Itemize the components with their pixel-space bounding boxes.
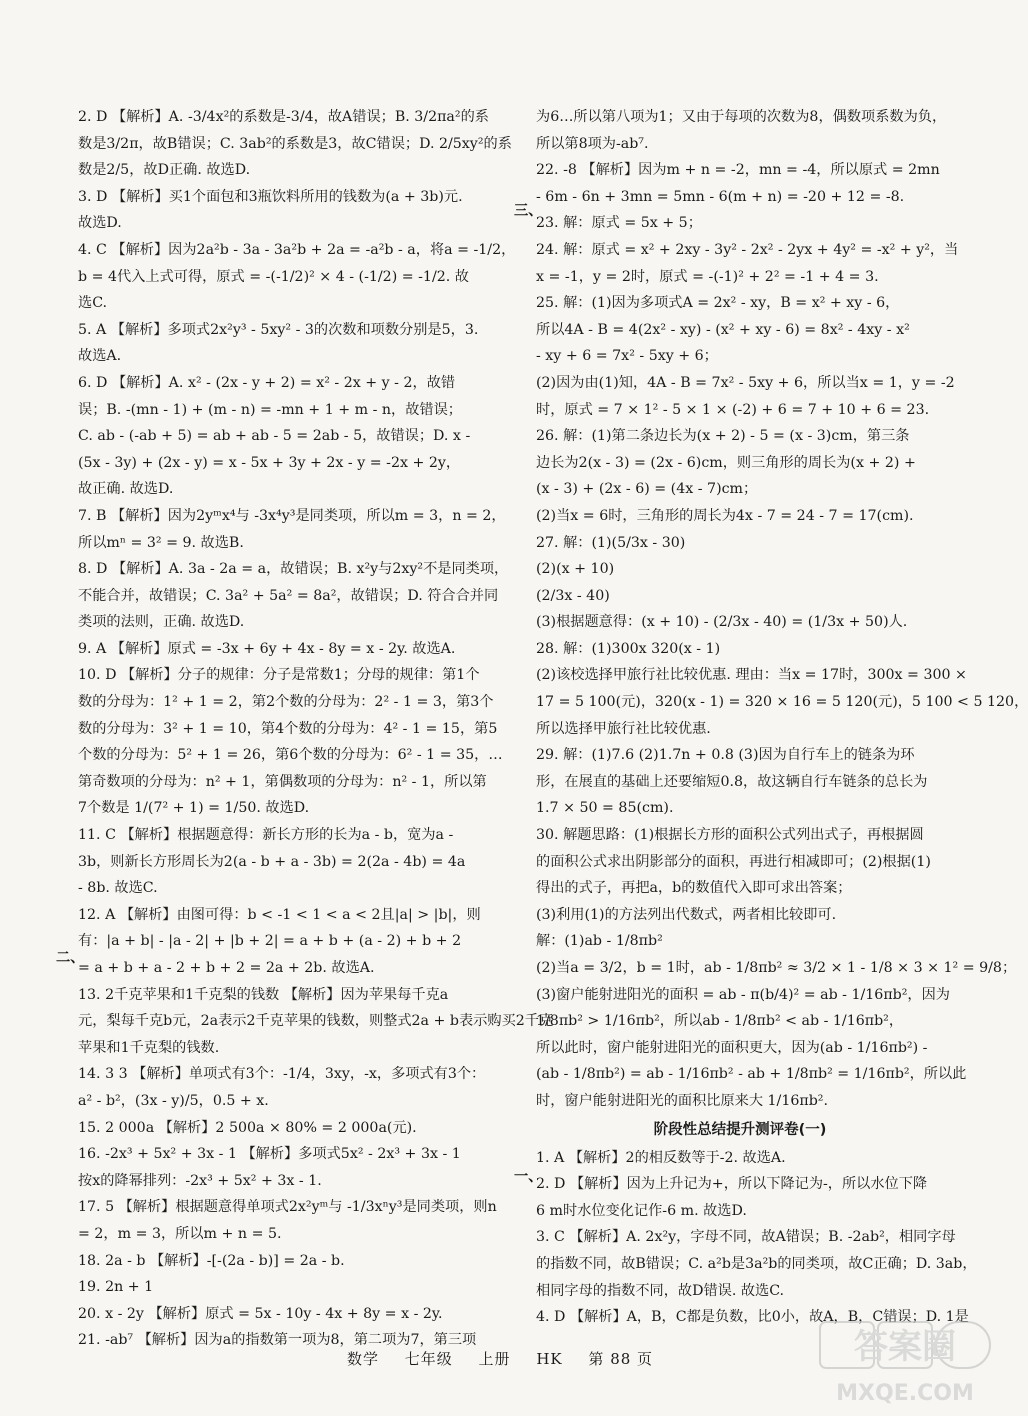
right-text-line: (2)因为由(1)知，4A - B = 7x² - 5xy + 6，所以当x = 1，y = -2 <box>536 374 955 391</box>
right-text-line: 所以选择甲旅行社比较优惠. <box>536 720 711 737</box>
right-text-line: 1/8πb² > 1/16πb²，所以ab - 1/8πb² < ab - 1/16πb²， <box>536 1013 904 1030</box>
footer-edition: HK <box>536 1350 563 1368</box>
left-text-line: 数是3/2π，故B错误；C. 3ab²的系数是3，故C错误；D. 2/5xy²的系 <box>78 135 512 152</box>
right-column <box>536 104 1028 1331</box>
right-text-line: (2)当x = 6时，三角形的周长为4x - 7 = 24 - 7 = 17(cm). <box>536 507 914 524</box>
right-text-line: 得出的式子，再把a，b的数值代入即可求出答案； <box>536 880 852 897</box>
right-text-line: 22. -8 【解析】因为m + n = -2，mn = -4，所以原式 = 2mn <box>536 162 940 179</box>
left-text-line: = 2，m = 3，所以m + n = 5. <box>78 1225 282 1242</box>
left-text-line: 19. 2n + 1 <box>78 1279 154 1296</box>
left-text-line: 20. x - 2y 【解析】原式 = 5x - 10y - 4x + 8y = x - 2y. <box>78 1305 443 1322</box>
left-text-line: 7个数是 1/(7² + 1) = 1/50. 故选D. <box>78 800 310 817</box>
section-one-marker: 一、 <box>514 1169 543 1185</box>
left-text-line: 16. -2x³ + 5x² + 3x - 1 【解析】多项式5x² - 2x³ + 3x - 1 <box>78 1146 461 1163</box>
left-text-line: 数是2/5，故D正确. 故选D. <box>78 162 251 179</box>
right-text-line: 形，在展直的基础上还要缩短0.8，故这辆自行车链条的总长为 <box>536 773 928 790</box>
left-column <box>78 104 554 1354</box>
right-text-line: 边长为2(x - 3) = (2x - 6)cm，则三角形的周长为(x + 2) + <box>536 454 916 471</box>
left-text-line: (5x - 3y) + (2x - y) = x - 5x + 3y + 2x - y = -2x + 2y， <box>78 454 461 471</box>
left-text-line: 12. A 【解析】由图可得：b < -1 < 1 < a < 2且|a| > |b|，则 <box>78 906 481 923</box>
left-text-line: 13. 2千克苹果和1千克梨的钱数 【解析】因为苹果每千克a <box>78 986 449 1003</box>
footer-grade: 七年级 <box>404 1350 453 1368</box>
left-text-line: 5. A 【解析】多项式2x²y³ - 5xy² - 3的次数和项数分别是5，3. <box>78 321 479 338</box>
left-text-line: 3b，则新长方形周长为2(a - b + a - 3b) = 2(2a - 4b) = 4a <box>78 853 466 870</box>
right-text-line: 2. D 【解析】因为上升记为+，所以下降记为-，所以水位下降 <box>536 1176 928 1193</box>
right-text-line: - 6m - 6n + 3mn = 5mn - 6(m + n) = -20 + 12 = -8. <box>536 188 905 205</box>
left-text-line: 21. -ab⁷ 【解析】因为a的指数第一项为8，第二项为7，第三项 <box>78 1332 477 1349</box>
left-text-line: 有：|a + b| - |a - 2| + |b + 2| = a + b + (a - 2) + b + 2 <box>78 933 462 950</box>
left-text-line: 不能合并，故错误；C. 3a² + 5a² = 8a²，故错误；D. 符合合并同 <box>78 587 499 604</box>
right-text-line: 所以第8项为-ab⁷. <box>536 135 649 152</box>
left-text-line: 类项的法则，正确. 故选D. <box>78 614 245 631</box>
watermark-logo <box>816 1318 994 1408</box>
left-text-line: 15. 2 000a 【解析】2 500a × 80% = 2 000a(元). <box>78 1119 417 1136</box>
watermark-title: 答案圈 <box>854 1327 956 1367</box>
footer-volume: 上册 <box>478 1350 511 1368</box>
left-text-line: 18. 2a - b 【解析】-[-(2a - b)] = 2a - b. <box>78 1252 345 1269</box>
right-text-line: 6 m时水位变化记作-6 m. 故选D. <box>536 1202 747 1219</box>
right-text-line: 23. 解：原式 = 5x + 5； <box>536 215 702 232</box>
right-text-line: (2)(x + 10) <box>536 561 615 578</box>
left-text-line: 误；B. -(mn - 1) + (m - n) = -mn + 1 + m - n，故错误； <box>78 401 462 418</box>
right-text-line: 29. 解：(1)7.6 (2)1.7n + 0.8 (3)因为自行车上的链条为环 <box>536 747 915 764</box>
left-text-line: 2. D 【解析】A. -3/4x²的系数是-3/4，故A错误；B. 3/2πa²的系 <box>78 109 489 125</box>
left-text-line: 所以mⁿ = 3² = 9. 故选B. <box>78 534 244 551</box>
left-text-line: C. ab - (-ab + 5) = ab + ab - 5 = 2ab - 5，故错误；D. x - <box>78 428 471 445</box>
right-text-line: 3. C 【解析】A. 2x²y，字母不同，故A错误；B. -2ab²，相同字母 <box>536 1229 956 1246</box>
right-text-line: 相同字母的指数不同，故D错误. 故选C. <box>536 1282 785 1299</box>
watermark-url: MXQE.COM <box>836 1381 974 1406</box>
left-text-line: 选C. <box>78 295 108 312</box>
left-text-line: 个数的分母为：5² + 1 = 26，第6个数的分母为：6² - 1 = 35，… <box>78 747 503 764</box>
right-text-line: (3)利用(1)的方法列出代数式，两者相比较即可. <box>536 906 837 923</box>
left-text-line: 数的分母为：3² + 1 = 10，第4个数的分母为：4² - 1 = 15，第5 <box>78 720 498 737</box>
left-text-line: 3. D 【解析】买1个面包和3瓶饮料所用的钱数为(a + 3b)元. <box>78 188 463 205</box>
right-text-line: (ab - 1/8πb²) = ab - 1/16πb² - ab + 1/8πb² = 1/16πb²，所以此 <box>536 1066 967 1083</box>
left-text-line: b = 4代入上式可得，原式 = -(-1/2)² × 4 - (-1/2) = -1/2. 故 <box>78 268 469 285</box>
left-text-line: 14. 3 3 【解析】单项式有3个：-1/4，3xy，-x，多项式有3个： <box>78 1066 486 1083</box>
right-text-line: 所以4A - B = 4(2x² - xy) - (x² + xy - 6) = 8x² - 4xy - x² <box>536 321 910 338</box>
right-text-line: 24. 解：原式 = x² + 2xy - 3y² - 2x² - 2yx + 4y² = -x² + y²，当 <box>536 241 959 258</box>
right-text-line: (3)窗户能射进阳光的面积 = ab - π(b/4)² = ab - 1/16πb²，因为 <box>536 986 950 1003</box>
right-text-line: 为6…所以第八项为1；又由于每项的次数为8，偶数项系数为负， <box>536 109 947 125</box>
right-text-line: x = -1，y = 2时，原式 = -(-1)² + 2² = -1 + 4 = 3. <box>536 268 879 285</box>
left-text-line: 10. D 【解析】分子的规律：分子是常数1；分母的规律：第1个 <box>78 667 480 684</box>
left-text-line: 第奇数项的分母为：n² + 1，第偶数项的分母为：n² - 1，所以第 <box>78 773 487 790</box>
right-text-line: 的指数不同，故B错误；C. a²b是3a²b的同类项，故C正确；D. 3ab， <box>536 1255 977 1272</box>
right-text-line: 25. 解：(1)因为多项式A = 2x² - xy，B = x² + xy - 6， <box>536 295 900 312</box>
right-text-line: (2)当a = 3/2，b = 1时，ab - 1/8πb² ≈ 3/2 × 1 - 1/8 × 3 × 1² = 9/8； <box>536 960 1017 976</box>
right-text-line: 所以此时，窗户能射进阳光的面积更大，因为(ab - 1/16πb²) - <box>536 1039 928 1056</box>
left-text-line: 7. B 【解析】因为2yᵐx⁴与 -3x⁴y³是同类项，所以m = 3，n = 2， <box>78 507 506 524</box>
right-text-line: 17 = 5 100(元)，320(x - 1) = 320 × 16 = 5 120(元)，5 100 < 5 120， <box>536 694 1028 711</box>
left-text-line: - 8b. 故选C. <box>78 880 158 897</box>
section-two-marker: 二、 <box>56 950 85 966</box>
left-text-line: 11. C 【解析】根据题意得：新长方形的长为a - b，宽为a - <box>78 827 454 844</box>
right-text-line: 解：(1)ab - 1/8πb² <box>536 933 663 950</box>
left-text-line: 8. D 【解析】A. 3a - 2a = a，故错误；B. x²y与2xy²不是同类项， <box>78 561 509 578</box>
section-three-marker: 三、 <box>514 203 543 219</box>
footer-page-number: 第 88 页 <box>588 1350 654 1368</box>
right-text-line: (x - 3) + (2x - 6) = (4x - 7)cm； <box>536 481 758 498</box>
right-text-line: 1. A 【解析】2的相反数等于-2. 故选A. <box>536 1149 786 1166</box>
right-text-line: (3)根据题意得：(x + 10) - (2/3x - 40) = (1/3x + 50)人. <box>536 614 908 631</box>
right-text-line: - xy + 6 = 7x² - 5xy + 6； <box>536 348 718 365</box>
left-text-line: 故正确. 故选D. <box>78 481 174 498</box>
footer-subject: 数学 <box>346 1350 379 1368</box>
right-text-line: 的面积公式求出阴影部分的面积，再进行相减即可；(2)根据(1) <box>536 853 931 870</box>
right-text-line: 1.7 × 50 = 85(cm). <box>536 800 674 817</box>
right-text-line: (2/3x - 40) <box>536 587 610 604</box>
right-text-line: 时，原式 = 7 × 1² - 5 × 1 × (-2) + 6 = 7 + 10 + 6 = 23. <box>536 401 930 418</box>
left-text-line: 按x的降幂排列：-2x³ + 5x² + 3x - 1. <box>78 1172 322 1189</box>
left-text-line: 数的分母为：1² + 1 = 2，第2个数的分母为：2² - 1 = 3，第3个 <box>78 694 494 711</box>
right-text-line: 28. 解：(1)300x 320(x - 1) <box>536 640 721 657</box>
right-text-line: (2)该校选择甲旅行社比较优惠. 理由：当x = 17时，300x = 300 × <box>536 667 967 684</box>
right-text-line: 27. 解：(1)(5/3x - 30) <box>536 534 686 551</box>
left-text-line: a² - b²，(3x - y)/5，0.5 + x. <box>78 1092 269 1109</box>
left-text-line: 6. D 【解析】A. x² - (2x - y + 2) = x² - 2x + y - 2，故错 <box>78 374 456 391</box>
right-text-line: 时，窗户能射进阳光的面积比原来大 1/16πb². <box>536 1092 828 1109</box>
right-text-line: 30. 解题思路：(1)根据长方形的面积公式列出式子，再根据圆 <box>536 827 924 844</box>
right-text-line: 阶段性总结提升测评卷(一) <box>653 1121 827 1138</box>
left-text-line: 17. 5 【解析】根据题意得单项式2x²yᵐ与 -1/3xⁿy³是同类项，则n <box>78 1199 497 1216</box>
left-text-line: 苹果和1千克梨的钱数. <box>78 1039 220 1056</box>
left-text-line: 4. C 【解析】因为2a²b - 3a - 3a²b + 2a = -a²b - a，将a = -1/2， <box>78 241 516 258</box>
left-text-line: 故选A. <box>78 348 122 365</box>
left-text-line: 故选D. <box>78 215 122 232</box>
right-text-line: 26. 解：(1)第二条边长为(x + 2) - 5 = (x - 3)cm，第三条 <box>536 428 910 445</box>
left-text-line: 9. A 【解析】原式 = -3x + 6y + 4x - 8y = x - 2y. 故选A. <box>78 640 456 657</box>
left-text-line: = a + b + a - 2 + b + 2 = 2a + 2b. 故选A. <box>78 960 375 976</box>
right-text-line: 4. D 【解析】A，B，C都是负数，比0小，故A，B，C错误；D. 1是 <box>536 1309 969 1326</box>
left-text-line: 元，梨每千克b元，2a表示2千克苹果的钱数，则整式2a + b表示购买2千克 <box>78 1013 554 1030</box>
